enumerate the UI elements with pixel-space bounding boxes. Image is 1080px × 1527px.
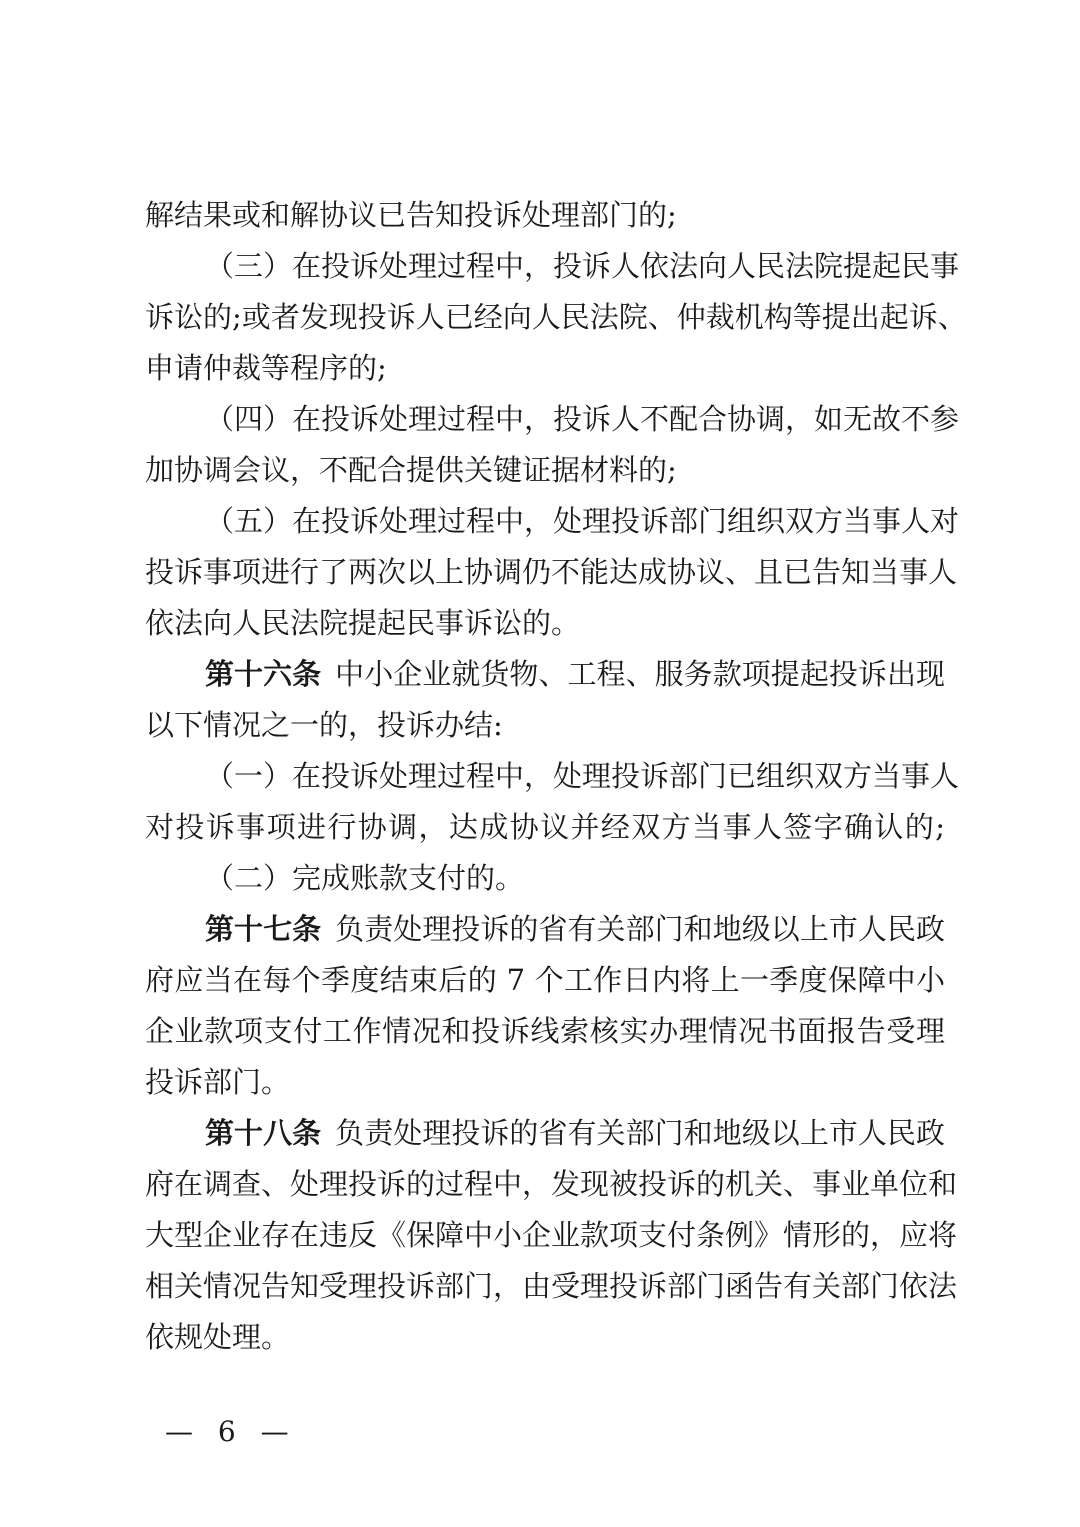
text-line xyxy=(145,547,958,598)
line-text: 投诉事项进行了两次以上协调仍不能达成协议、且已告知当事人 xyxy=(145,555,958,589)
line-text: 加协调会议，不配合提供关键证据材料的; xyxy=(145,453,677,487)
line-text: （四）在投诉处理过程中，投诉人不配合协调，如无故不参 xyxy=(205,402,960,436)
document-body xyxy=(145,190,967,1363)
line-text: （三）在投诉处理过程中，投诉人依法向人民法院提起民事 xyxy=(205,249,960,283)
line-text: 诉讼的;或者发现投诉人已经向人民法院、仲裁机构等提出起诉、 xyxy=(145,300,967,334)
text-line xyxy=(145,343,945,394)
text-line xyxy=(145,802,945,853)
text-line xyxy=(145,700,945,751)
text-line xyxy=(145,292,967,343)
text-line xyxy=(145,1312,945,1363)
line-text: 相关情况告知受理投诉部门，由受理投诉部门函告有关部门依法 xyxy=(145,1269,958,1303)
line-text: 大型企业存在违反《保障中小企业款项支付条例》情形的，应将 xyxy=(145,1218,958,1252)
text-line xyxy=(145,751,960,802)
line-text: 负责处理投诉的省有关部门和地级以上市人民政 xyxy=(335,912,945,946)
line-text: 负责处理投诉的省有关部门和地级以上市人民政 xyxy=(335,1116,945,1150)
line-text: （二）完成账款支付的。 xyxy=(205,861,525,895)
text-line xyxy=(145,445,945,496)
text-line xyxy=(145,190,945,241)
line-text: 中小企业就货物、工程、服务款项提起投诉出现 xyxy=(335,657,945,691)
line-text: （五）在投诉处理过程中，处理投诉部门组织双方当事人对 xyxy=(205,504,960,538)
line-text: 解结果或和解协议已告知投诉处理部门的; xyxy=(145,198,677,232)
text-line xyxy=(145,394,960,445)
article-heading: 第十七条 xyxy=(205,912,322,946)
line-text: 府应当在每个季度结束后的 7 个工作日内将上一季度保障中小 xyxy=(145,963,945,997)
line-text: 依规处理。 xyxy=(145,1320,291,1354)
line-text: 企业款项支付工作情况和投诉线索核实办理情况书面报告受理 xyxy=(145,1014,945,1048)
text-line xyxy=(145,1108,945,1159)
text-line xyxy=(145,496,960,547)
line-text: 对投诉事项进行协调，达成协议并经双方当事人签字确认的; xyxy=(145,810,945,844)
text-line xyxy=(145,1159,958,1210)
line-text: 投诉部门。 xyxy=(145,1065,291,1099)
page-number: — 6 — xyxy=(165,1415,297,1448)
line-text: 依法向人民法院提起民事诉讼的。 xyxy=(145,606,581,640)
article-heading: 第十八条 xyxy=(205,1116,322,1150)
text-line xyxy=(145,1210,958,1261)
line-text: 以下情况之一的，投诉办结: xyxy=(145,708,503,742)
text-line xyxy=(145,1006,945,1057)
text-line xyxy=(145,955,945,1006)
text-line xyxy=(145,598,945,649)
text-line xyxy=(145,241,960,292)
text-line xyxy=(145,904,945,955)
line-text: 申请仲裁等程序的; xyxy=(145,351,387,385)
line-text: （一）在投诉处理过程中，处理投诉部门已组织双方当事人 xyxy=(205,759,960,793)
text-line xyxy=(145,1057,945,1108)
text-line xyxy=(145,649,945,700)
line-text: 府在调查、处理投诉的过程中，发现被投诉的机关、事业单位和 xyxy=(145,1167,958,1201)
article-heading: 第十六条 xyxy=(205,657,322,691)
text-line xyxy=(145,1261,958,1312)
text-line xyxy=(145,853,945,904)
